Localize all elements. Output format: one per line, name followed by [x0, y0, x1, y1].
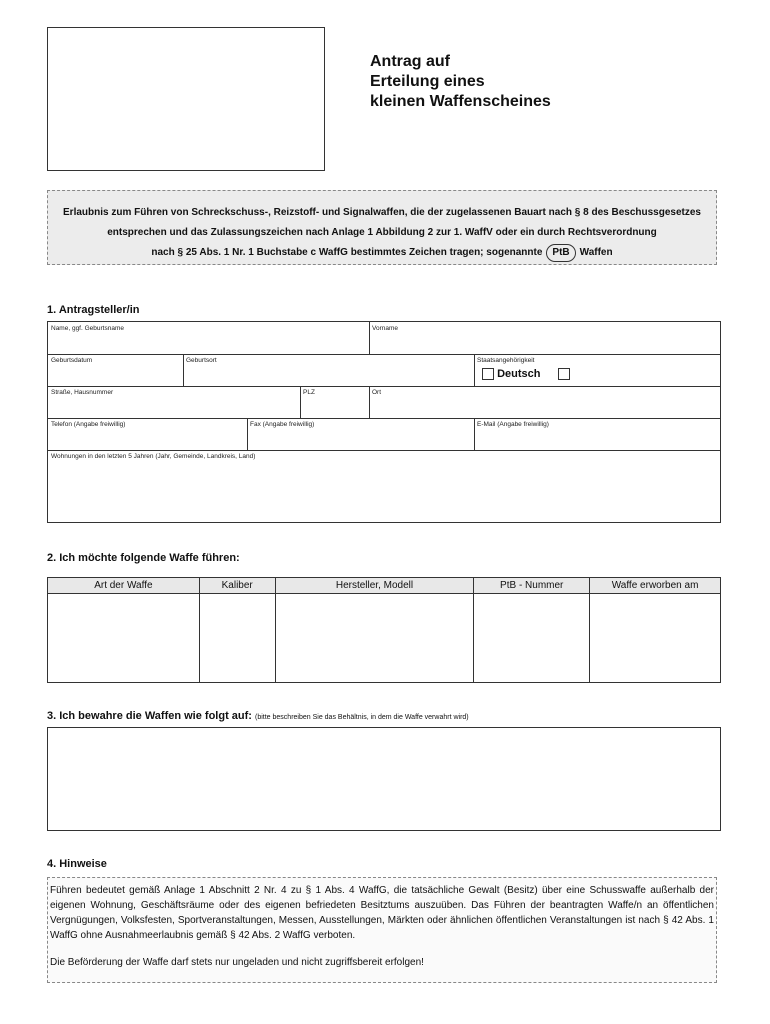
- caliber-cell[interactable]: [199, 594, 275, 683]
- section-4-heading: 4. Hinweise: [47, 858, 107, 870]
- weapon-type-cell[interactable]: [48, 594, 200, 683]
- german-label: Deutsch: [497, 368, 541, 380]
- other-nationality-checkbox[interactable]: [558, 368, 570, 380]
- weapon-table-header: [48, 578, 721, 594]
- column-header: Art der Waffe: [48, 578, 200, 594]
- title-line-2: Erteilung eines: [370, 73, 485, 90]
- row-divider: [48, 386, 720, 387]
- notes-box: [47, 877, 717, 983]
- info-line-3-text: nach § 25 Abs. 1 Nr. 1 Buchstabe c WaffG bestimmtes Zeichen tragen; sogenannte: [151, 247, 543, 258]
- name-field[interactable]: Name, ggf. Geburtsname: [51, 325, 124, 332]
- info-line-1: Erlaubnis zum Führen von Schreckschuss-, Reizstoff- und Signalwaffen, die der zugelassenen Bauart nach § 8 des Beschussgesetzes: [63, 207, 701, 218]
- column-header: Hersteller, Modell: [275, 578, 474, 594]
- office-stamp-box: [47, 27, 325, 171]
- phone-field[interactable]: Telefon (Angabe freiwillig): [51, 421, 126, 428]
- weapon-table: [47, 577, 721, 683]
- postal-code-field[interactable]: PLZ: [303, 389, 315, 396]
- notes-paragraph-1: Führen bedeutet gemäß Anlage 1 Abschnitt 2 Nr. 4 zu § 1 Abs. 4 WaffG, die tatsächliche Gewalt (Besitz) über eine Schusswaffe außerhalb der eigenen Wohnung, Geschäftsräume oder des eigenen befriedeten Besitztums auszuüben. Das Führen der beantragten Waffe/n an öffentlichen Vergnügungen, Volksfesten, Sportveranstaltungen, Messen, Ausstellungen, Märkten oder ähnlichen öffentlichen Veranstaltungen ist nach § 42 Abs. 1 WaffG ohne Ausnahmeerlaubnis gemäß § 42 Abs. 2 WaffG verboten.: [50, 885, 714, 941]
- fax-field[interactable]: Fax (Angabe freiwillig): [250, 421, 315, 428]
- storage-description-field[interactable]: [47, 727, 721, 831]
- table-row: [48, 594, 721, 683]
- info-line-3: [48, 243, 716, 263]
- email-field[interactable]: E-Mail (Angabe freiwillig): [477, 421, 549, 428]
- applicant-form: [47, 321, 721, 523]
- german-checkbox[interactable]: [482, 368, 494, 380]
- info-line-3-end: Waffen: [579, 247, 613, 258]
- residences-field[interactable]: Wohnungen in den letzten 5 Jahren (Jahr, Gemeinde, Landkreis, Land): [51, 453, 256, 460]
- birth-place-field[interactable]: Geburtsort: [186, 357, 217, 364]
- notes-paragraph-2: Die Beförderung der Waffe darf stets nur ungeladen und nicht zugriffsbereit erfolgen!: [50, 957, 424, 968]
- ptb-mark: PtB: [546, 244, 575, 262]
- form-title: [370, 52, 551, 112]
- street-field[interactable]: Straße, Hausnummer: [51, 389, 114, 396]
- row-divider: [48, 418, 720, 419]
- section-1-heading: 1. Antragsteller/in: [47, 304, 140, 316]
- first-name-field[interactable]: Vorname: [372, 325, 399, 332]
- birth-date-field[interactable]: Geburtsdatum: [51, 357, 93, 364]
- ptb-number-cell[interactable]: [474, 594, 590, 683]
- info-line-2: entsprechen und das Zulassungszeichen nach Anlage 1 Abbildung 2 zur 1. WaffV oder ein durch Rechtsverordnung: [107, 227, 657, 238]
- column-header: Kaliber: [199, 578, 275, 594]
- title-line-3: kleinen Waffenscheines: [370, 93, 551, 110]
- nationality-field: Staatsangehörigkeit: [477, 357, 535, 364]
- column-header: PtB - Nummer: [474, 578, 590, 594]
- acquired-date-cell[interactable]: [590, 594, 721, 683]
- section-3-heading: [47, 710, 469, 722]
- row-divider: [48, 354, 720, 355]
- column-header: Waffe erworben am: [590, 578, 721, 594]
- section-3-title: 3. Ich bewahre die Waffen wie folgt auf:: [47, 710, 252, 722]
- section-2-heading: 2. Ich möchte folgende Waffe führen:: [47, 552, 240, 564]
- permit-description-box: [47, 190, 717, 265]
- title-line-1: Antrag auf: [370, 53, 450, 70]
- manufacturer-model-cell[interactable]: [275, 594, 474, 683]
- nationality-options: [482, 368, 570, 380]
- section-3-hint: (bitte beschreiben Sie das Behältnis, in dem die Waffe verwahrt wird): [255, 714, 469, 721]
- city-field[interactable]: Ort: [372, 389, 382, 396]
